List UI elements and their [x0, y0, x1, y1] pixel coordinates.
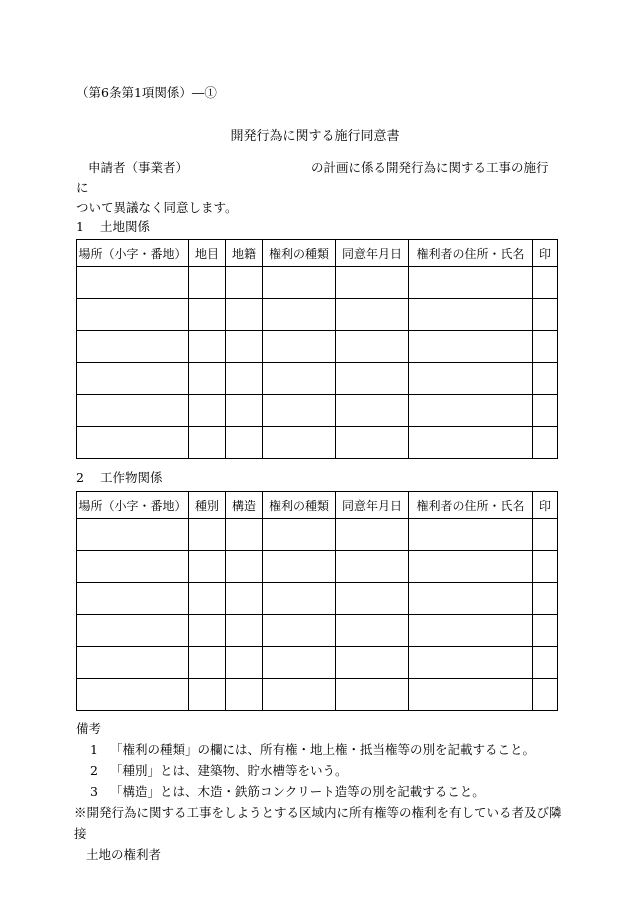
document-title: 開発行為に関する施行同意書 — [230, 129, 400, 144]
table-cell[interactable] — [263, 363, 336, 395]
remark-text: 「構造」とは、木造・鉄筋コンクリート造等の別を記載すること。 — [110, 784, 485, 799]
table-cell[interactable] — [336, 299, 409, 331]
table-cell[interactable] — [263, 583, 336, 615]
table-cell[interactable] — [263, 679, 336, 711]
table-cell[interactable] — [226, 363, 263, 395]
column-header: 同意年月日 — [336, 240, 409, 267]
table-cell[interactable] — [263, 647, 336, 679]
table-cell[interactable] — [533, 551, 558, 583]
table-cell[interactable] — [226, 395, 263, 427]
table-cell[interactable] — [409, 427, 533, 459]
table-cell[interactable] — [189, 331, 226, 363]
table-cell[interactable] — [533, 331, 558, 363]
section-title: 工作物関係 — [100, 470, 163, 485]
table-cell[interactable] — [77, 551, 189, 583]
table-cell[interactable] — [263, 299, 336, 331]
table-cell[interactable] — [533, 395, 558, 427]
table-cell[interactable] — [77, 363, 189, 395]
table-cell[interactable] — [263, 615, 336, 647]
table-row — [77, 395, 558, 427]
table-cell[interactable] — [409, 583, 533, 615]
column-header: 場所（小字・番地） — [77, 240, 189, 267]
table-header-row — [77, 492, 558, 519]
structure-table — [76, 491, 558, 711]
table-row — [77, 427, 558, 459]
section-land-heading — [76, 217, 150, 235]
table-cell[interactable] — [77, 331, 189, 363]
table-row — [77, 267, 558, 299]
column-header: 地目 — [189, 240, 226, 267]
table-cell[interactable] — [263, 331, 336, 363]
table-cell[interactable] — [409, 551, 533, 583]
table-cell[interactable] — [336, 615, 409, 647]
table-cell[interactable] — [409, 299, 533, 331]
table-cell[interactable] — [533, 363, 558, 395]
remark-text: 「権利の種類」の欄には、所有権・地上権・抵当権等の別を記載すること。 — [110, 742, 536, 757]
section-title: 土地関係 — [100, 219, 151, 234]
table-row — [77, 363, 558, 395]
table-cell[interactable] — [77, 583, 189, 615]
table-cell[interactable] — [226, 299, 263, 331]
table-cell[interactable] — [189, 519, 226, 551]
table-cell[interactable] — [77, 647, 189, 679]
table-cell[interactable] — [189, 427, 226, 459]
table-cell[interactable] — [409, 647, 533, 679]
table-cell[interactable] — [336, 647, 409, 679]
table-row — [77, 299, 558, 331]
table-cell[interactable] — [336, 331, 409, 363]
land-table — [76, 239, 558, 459]
remark-item — [76, 739, 566, 760]
table-cell[interactable] — [226, 583, 263, 615]
table-cell[interactable] — [336, 519, 409, 551]
table-cell[interactable] — [533, 299, 558, 331]
table-cell[interactable] — [189, 679, 226, 711]
applicant-label: 申請者（事業者） — [88, 160, 189, 175]
table-cell[interactable] — [77, 427, 189, 459]
table-cell[interactable] — [533, 647, 558, 679]
table-cell[interactable] — [409, 331, 533, 363]
table-cell[interactable] — [226, 519, 263, 551]
table-cell[interactable] — [189, 299, 226, 331]
table-row — [77, 679, 558, 711]
table-cell[interactable] — [263, 427, 336, 459]
column-header: 権利の種類 — [263, 492, 336, 519]
table-cell[interactable] — [409, 267, 533, 299]
table-cell[interactable] — [226, 427, 263, 459]
table-cell[interactable] — [336, 363, 409, 395]
table-cell[interactable] — [189, 363, 226, 395]
table-cell[interactable] — [336, 267, 409, 299]
table-cell[interactable] — [409, 363, 533, 395]
consent-line-1 — [76, 158, 556, 198]
table-header-row — [77, 240, 558, 267]
column-header: 種別 — [189, 492, 226, 519]
table-cell[interactable] — [336, 427, 409, 459]
remarks-heading: 備考 — [76, 721, 102, 736]
table-cell[interactable] — [533, 679, 558, 711]
table-cell[interactable] — [533, 427, 558, 459]
table-cell[interactable] — [77, 299, 189, 331]
table-cell[interactable] — [263, 519, 336, 551]
table-cell[interactable] — [189, 583, 226, 615]
table-cell[interactable] — [226, 679, 263, 711]
table-row — [77, 551, 558, 583]
table-cell[interactable] — [189, 615, 226, 647]
section-number: 2 — [76, 470, 84, 485]
table-cell[interactable] — [533, 615, 558, 647]
table-cell[interactable] — [409, 679, 533, 711]
consent-line-2: ついて異議なく同意します。 — [76, 200, 238, 215]
table-cell[interactable] — [226, 615, 263, 647]
table-cell[interactable] — [409, 519, 533, 551]
table-cell[interactable] — [263, 267, 336, 299]
article-reference: （第6条第1項関係）―① — [76, 85, 217, 100]
remarks — [76, 718, 566, 865]
table-row — [77, 647, 558, 679]
table-cell[interactable] — [263, 395, 336, 427]
table-cell[interactable] — [226, 331, 263, 363]
table-cell[interactable] — [533, 267, 558, 299]
table-cell[interactable] — [77, 615, 189, 647]
asterisk-note-line-2: 土地の権利者 — [86, 847, 162, 862]
table-cell[interactable] — [336, 583, 409, 615]
consent-statement — [76, 158, 556, 218]
column-header: 構造 — [226, 492, 263, 519]
remark-item — [76, 781, 566, 802]
table-cell[interactable] — [226, 647, 263, 679]
table-cell[interactable] — [226, 551, 263, 583]
table-cell[interactable] — [189, 395, 226, 427]
table-cell[interactable] — [226, 267, 263, 299]
table-cell[interactable] — [533, 583, 558, 615]
table-cell[interactable] — [189, 647, 226, 679]
column-header: 権利者の住所・氏名 — [409, 492, 533, 519]
section-structure-heading — [76, 468, 163, 486]
remark-number: 2 — [90, 763, 98, 778]
table-cell[interactable] — [336, 395, 409, 427]
column-header: 権利者の住所・氏名 — [409, 240, 533, 267]
column-header: 同意年月日 — [336, 492, 409, 519]
table-row — [77, 615, 558, 647]
section-number: 1 — [76, 219, 84, 234]
table-row — [77, 583, 558, 615]
table-cell[interactable] — [263, 551, 336, 583]
table-cell[interactable] — [189, 551, 226, 583]
table-cell[interactable] — [409, 395, 533, 427]
column-header: 権利の種類 — [263, 240, 336, 267]
column-header: 地籍 — [226, 240, 263, 267]
remark-item — [76, 760, 566, 781]
remark-number: 1 — [90, 742, 98, 757]
remark-text: 「種別」とは、建築物、貯水槽等をいう。 — [110, 763, 348, 778]
table-cell[interactable] — [409, 615, 533, 647]
remark-number: 3 — [90, 784, 98, 799]
table-row — [77, 519, 558, 551]
column-header: 印 — [533, 492, 558, 519]
consent-text-1: の計画に係る開発行為に関する工事の施行に — [76, 160, 549, 195]
table-row — [77, 331, 558, 363]
table-cell[interactable] — [77, 679, 189, 711]
column-header: 場所（小字・番地） — [77, 492, 189, 519]
column-header: 印 — [533, 240, 558, 267]
table-cell[interactable] — [77, 267, 189, 299]
table-cell[interactable] — [336, 551, 409, 583]
table-cell[interactable] — [533, 519, 558, 551]
table-cell[interactable] — [77, 519, 189, 551]
table-cell[interactable] — [336, 679, 409, 711]
asterisk-note-line-1: ※開発行為に関する工事をしようとする区域内に所有権等の権利を有している者及び隣接 — [74, 805, 562, 841]
table-cell[interactable] — [189, 267, 226, 299]
table-cell[interactable] — [77, 395, 189, 427]
